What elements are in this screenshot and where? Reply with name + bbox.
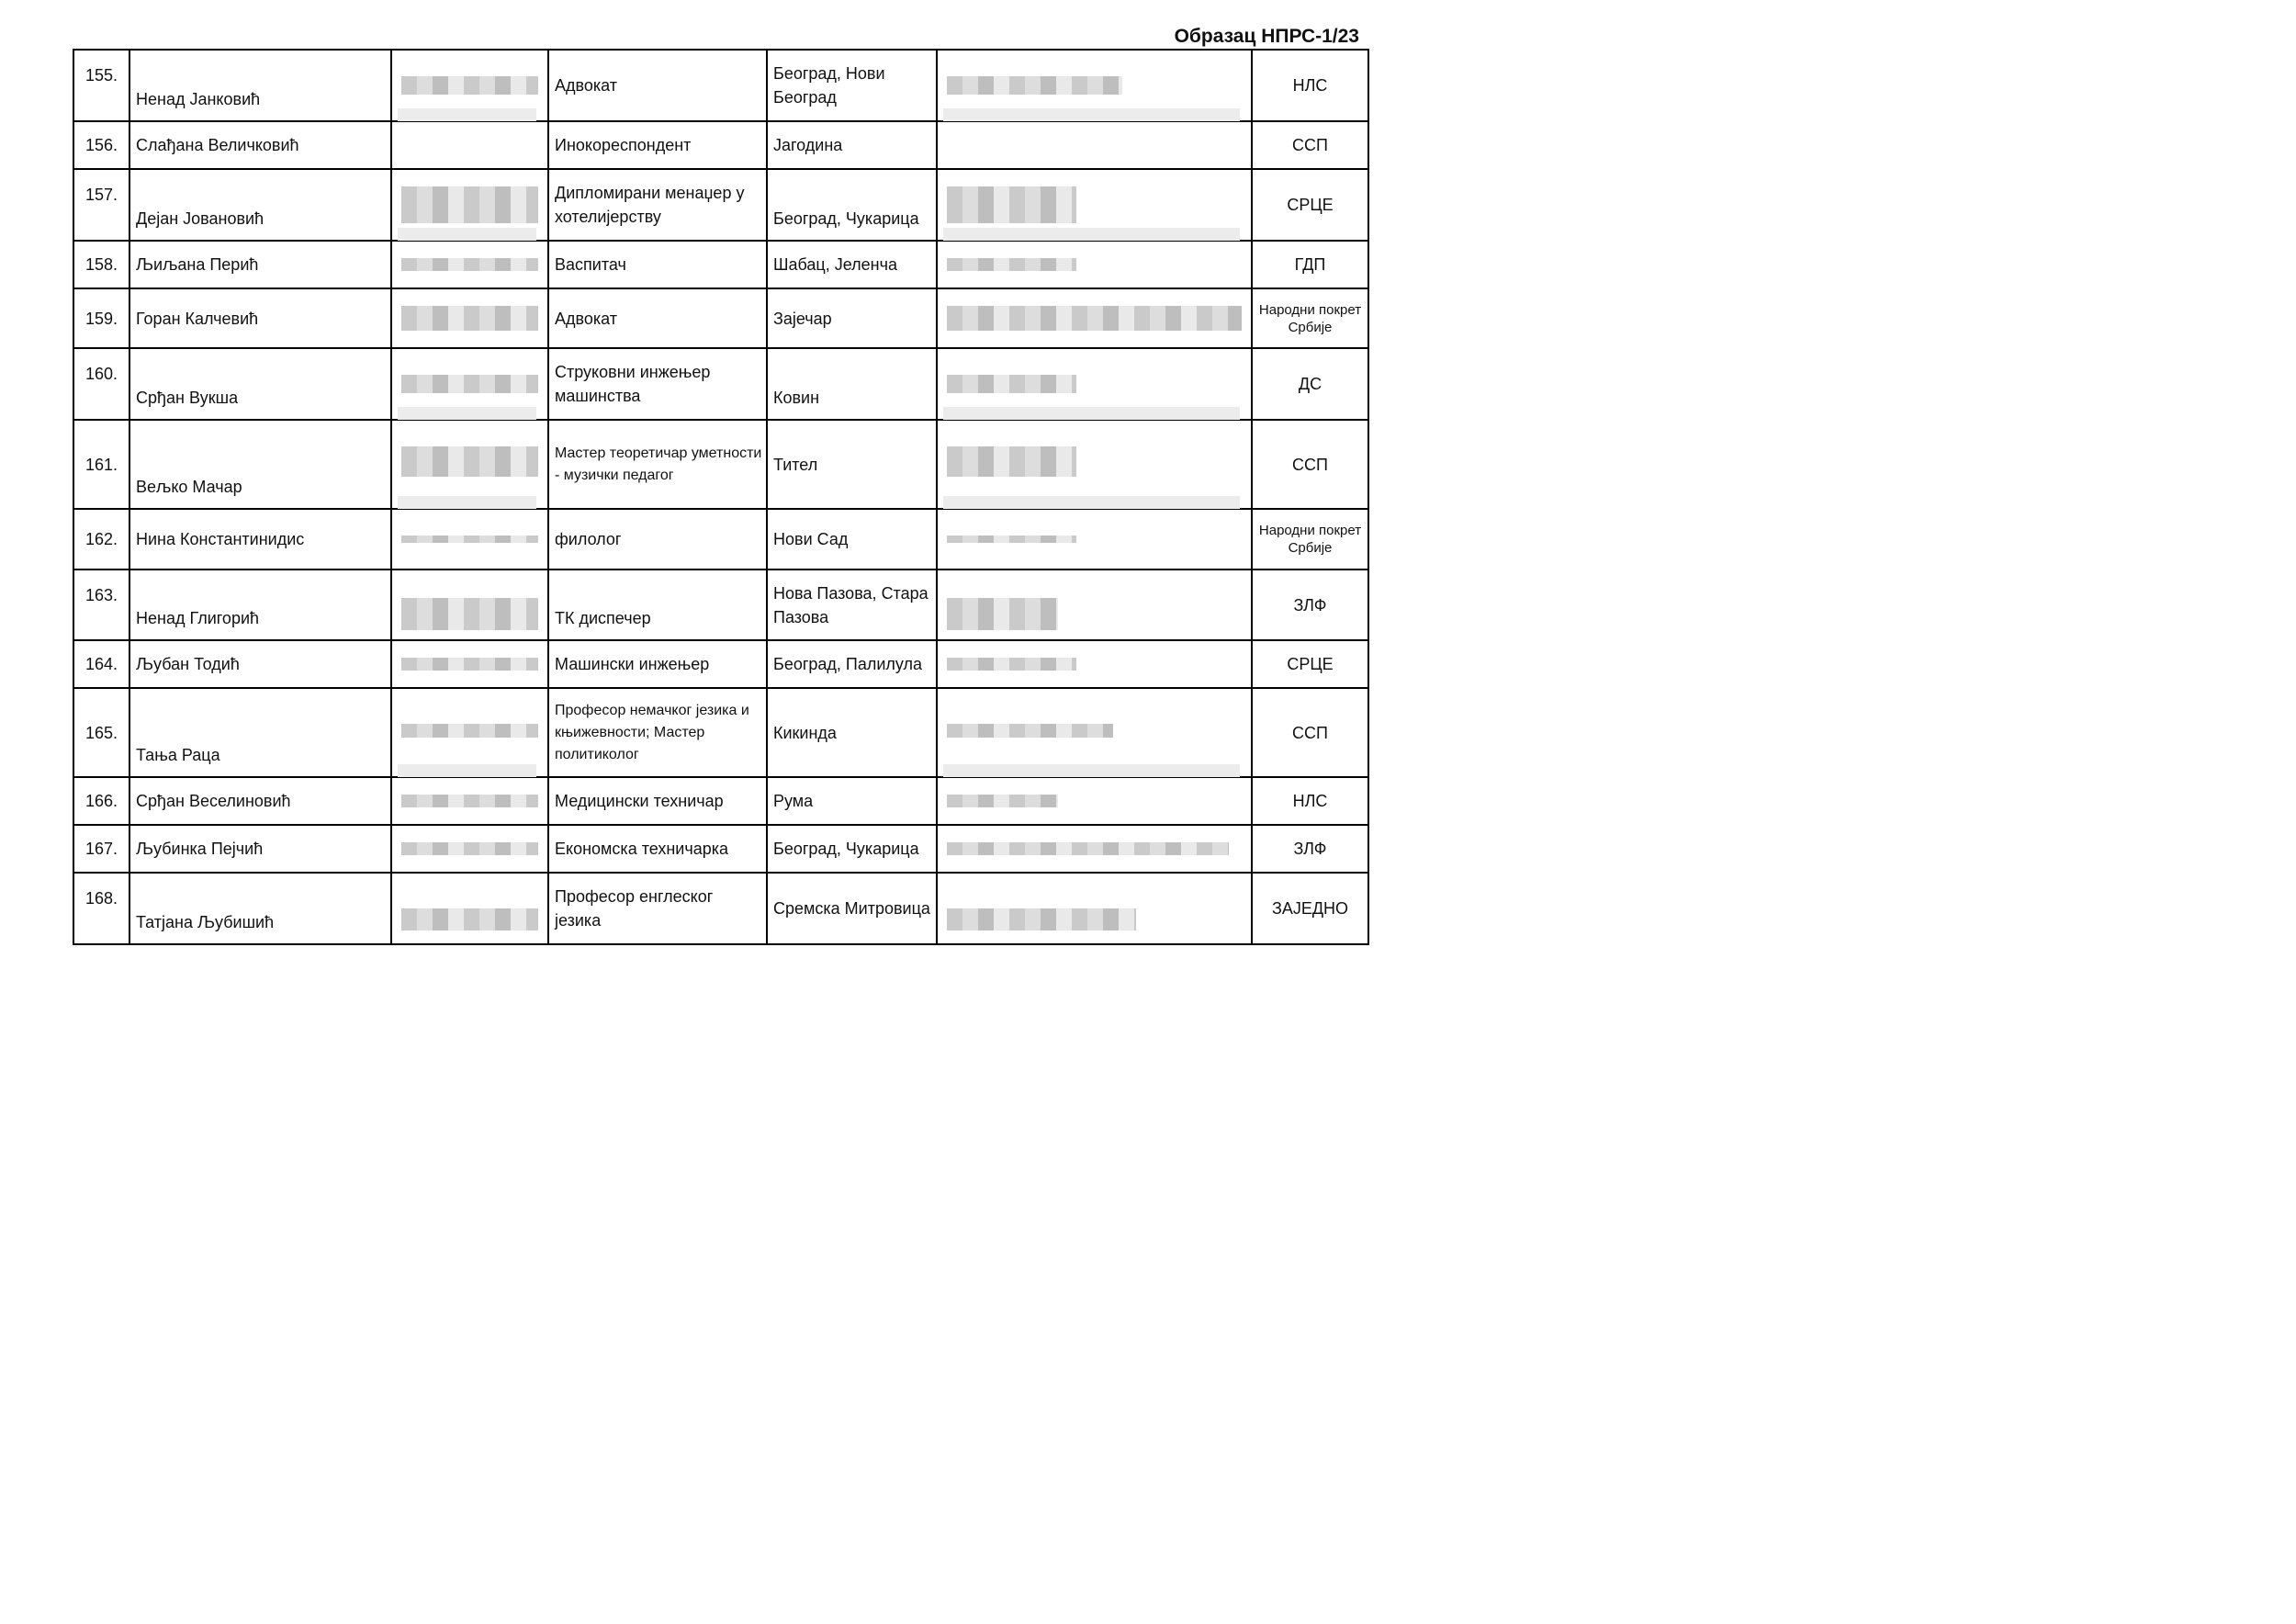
redacted-address [937,873,1252,944]
candidate-name: Љубинка Пејчић [129,825,391,873]
candidate-name: Слађана Величковић [129,121,391,169]
row-number: 168. [73,873,129,944]
party: ДС [1252,348,1368,420]
row-number: 166. [73,777,129,825]
candidate-name: Ненад Јанковић [129,50,391,121]
row-number: 157. [73,169,129,241]
redacted-birthdate [391,777,548,825]
redacted-birthdate [391,825,548,873]
table-row [73,348,1368,420]
redacted-birthdate [391,348,548,420]
row-number: 164. [73,640,129,688]
redacted-birthdate [391,50,548,121]
redacted-address [937,420,1252,509]
redacted-address [937,825,1252,873]
party: ЗАЈЕДНО [1252,873,1368,944]
residence: Шабац, Јеленча [767,241,937,288]
residence: Зајечар [767,288,937,348]
redacted-address [937,288,1252,348]
occupation: Адвокат [548,50,767,121]
candidate-name: Љубан Тодић [129,640,391,688]
candidate-name: Татјана Љубишић [129,873,391,944]
row-number: 162. [73,509,129,570]
row-number: 158. [73,241,129,288]
residence: Београд, Нови Београд [767,50,937,121]
table-row [73,825,1368,873]
table-row [73,169,1368,241]
redacted-address [937,50,1252,121]
party: ЗЛФ [1252,825,1368,873]
party: ГДП [1252,241,1368,288]
candidate-name: Тања Раца [129,688,391,777]
redacted-birthdate [391,509,548,570]
party: НЛС [1252,50,1368,121]
party: ЗЛФ [1252,570,1368,640]
occupation: Економска техничарка [548,825,767,873]
residence: Нова Пазова, Стара Пазова [767,570,937,640]
table-row [73,50,1368,121]
candidate-name: Љиљана Перић [129,241,391,288]
occupation: Адвокат [548,288,767,348]
row-number: 165. [73,688,129,777]
occupation: Струковни инжењер машинства [548,348,767,420]
redacted-address [937,241,1252,288]
redacted-address [937,169,1252,241]
row-number: 160. [73,348,129,420]
party: СРЦЕ [1252,640,1368,688]
occupation: Васпитач [548,241,767,288]
party: НЛС [1252,777,1368,825]
residence: Тител [767,420,937,509]
table-row [73,121,1368,169]
table-row [73,509,1368,570]
occupation: Мастер теоретичар уметности - музички педагог [548,420,767,509]
occupation: Машински инжењер [548,640,767,688]
residence: Сремска Митровица [767,873,937,944]
table-row [73,777,1368,825]
row-number: 159. [73,288,129,348]
row-number: 161. [73,420,129,509]
redacted-address [937,348,1252,420]
occupation: Инокореспондент [548,121,767,169]
candidate-name: Дејан Јовановић [129,169,391,241]
occupation: ТК диспечер [548,570,767,640]
party: Народни покрет Србије [1252,509,1368,570]
table-row [73,420,1368,509]
row-number: 155. [73,50,129,121]
redacted-address [937,688,1252,777]
residence: Ковин [767,348,937,420]
redacted-address [937,777,1252,825]
residence: Рума [767,777,937,825]
table-row [73,241,1368,288]
redacted-address [937,121,1252,169]
candidate-name: Срђан Вукша [129,348,391,420]
party: ССП [1252,420,1368,509]
occupation: Дипломирани менаџер у хотелијерству [548,169,767,241]
redacted-birthdate [391,121,548,169]
residence: Београд, Чукарица [767,825,937,873]
row-number: 163. [73,570,129,640]
residence: Јагодина [767,121,937,169]
form-code: Образац НПРС-1/23 [1174,26,1359,47]
party: СРЦЕ [1252,169,1368,241]
party: ССП [1252,121,1368,169]
redacted-address [937,570,1252,640]
occupation: филолог [548,509,767,570]
redacted-birthdate [391,288,548,348]
table-row [73,688,1368,777]
redacted-address [937,640,1252,688]
redacted-address [937,509,1252,570]
table-row [73,570,1368,640]
redacted-birthdate [391,570,548,640]
candidate-name: Срђан Веселиновић [129,777,391,825]
table-row [73,873,1368,944]
redacted-birthdate [391,640,548,688]
candidate-table [73,49,1369,945]
redacted-birthdate [391,688,548,777]
residence: Нови Сад [767,509,937,570]
residence: Београд, Палилула [767,640,937,688]
candidate-name: Нина Константинидис [129,509,391,570]
party: Народни покрет Србије [1252,288,1368,348]
candidate-name: Горан Калчевић [129,288,391,348]
redacted-birthdate [391,873,548,944]
table-row [73,640,1368,688]
occupation: Професор енглеског језика [548,873,767,944]
party: ССП [1252,688,1368,777]
row-number: 167. [73,825,129,873]
occupation: Медицински техничар [548,777,767,825]
row-number: 156. [73,121,129,169]
redacted-birthdate [391,241,548,288]
candidate-name: Вељко Мачар [129,420,391,509]
redacted-birthdate [391,420,548,509]
residence: Београд, Чукарица [767,169,937,241]
table-row [73,288,1368,348]
redacted-birthdate [391,169,548,241]
occupation: Професор немачког језика и књижевности; Мастер политиколог [548,688,767,777]
residence: Кикинда [767,688,937,777]
candidate-name: Ненад Глигорић [129,570,391,640]
